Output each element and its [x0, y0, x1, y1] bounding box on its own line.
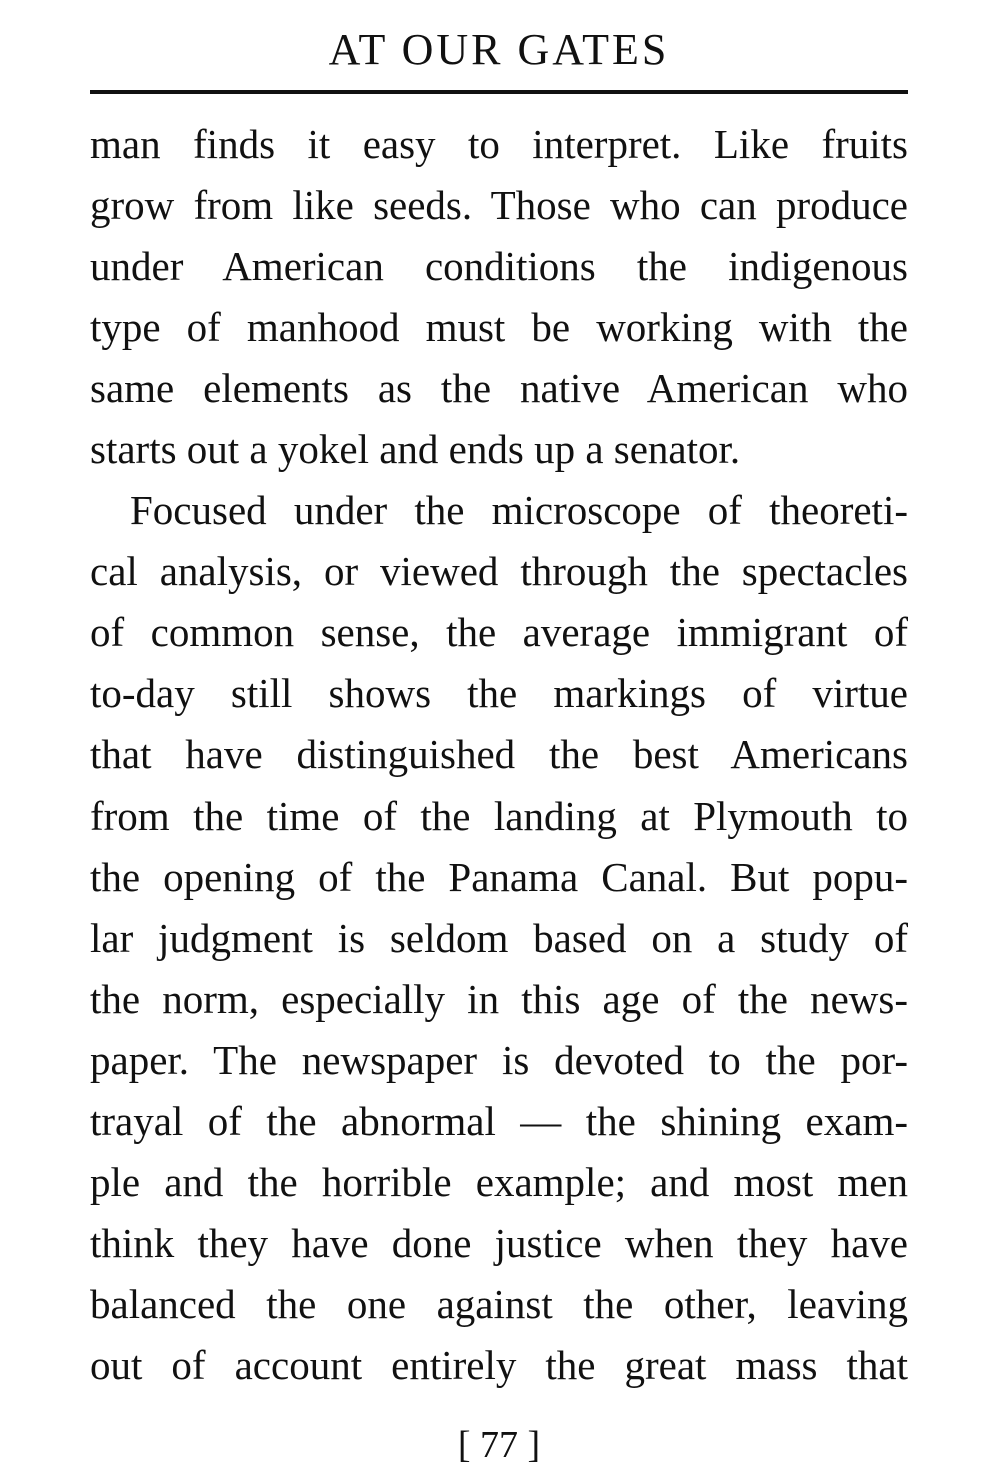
- text-line: lar judgment is seldom based on a study of: [90, 914, 908, 961]
- text-line: man finds it easy to interpret. Like fruits: [90, 121, 908, 167]
- text-line: think they have done justice when they have: [90, 1219, 908, 1266]
- text-line: the opening of the Panama Canal. But popu-: [90, 853, 908, 900]
- text-line: trayal of the abnormal — the shining exam-: [90, 1097, 908, 1144]
- text-line: balanced the one against the other, leaving: [90, 1280, 908, 1327]
- text-line: under American conditions the indigenous: [90, 243, 908, 290]
- text-line: ple and the horrible example; and most men: [90, 1158, 908, 1205]
- text-line: that have distinguished the best Americans: [90, 731, 908, 778]
- text-line: starts out a yokel and ends up a senator.: [90, 426, 741, 473]
- text-line: out of account entirely the great mass that: [90, 1341, 908, 1388]
- text-line: Focused under the microscope of theoreti-: [130, 487, 908, 534]
- running-head: AT OUR GATES: [328, 25, 670, 74]
- text-line: the norm, especially in this age of the news-: [90, 975, 908, 1022]
- text-line: type of manhood must be working with the: [90, 304, 908, 351]
- text-line: grow from like seeds. Those who can produce: [90, 182, 908, 229]
- text-line: cal analysis, or viewed through the spectacles: [90, 548, 908, 595]
- text-line: paper. The newspaper is devoted to the por-: [90, 1036, 908, 1083]
- page-number: [ 77 ]: [457, 1424, 541, 1466]
- header-rule: [90, 90, 908, 94]
- body-text: [90, 114, 908, 1396]
- text-line: to-day still shows the markings of virtue: [90, 670, 908, 717]
- text-line: from the time of the landing at Plymouth to: [90, 792, 908, 839]
- text-line: of common sense, the average immigrant of: [90, 609, 908, 656]
- text-line: same elements as the native American who: [90, 365, 908, 412]
